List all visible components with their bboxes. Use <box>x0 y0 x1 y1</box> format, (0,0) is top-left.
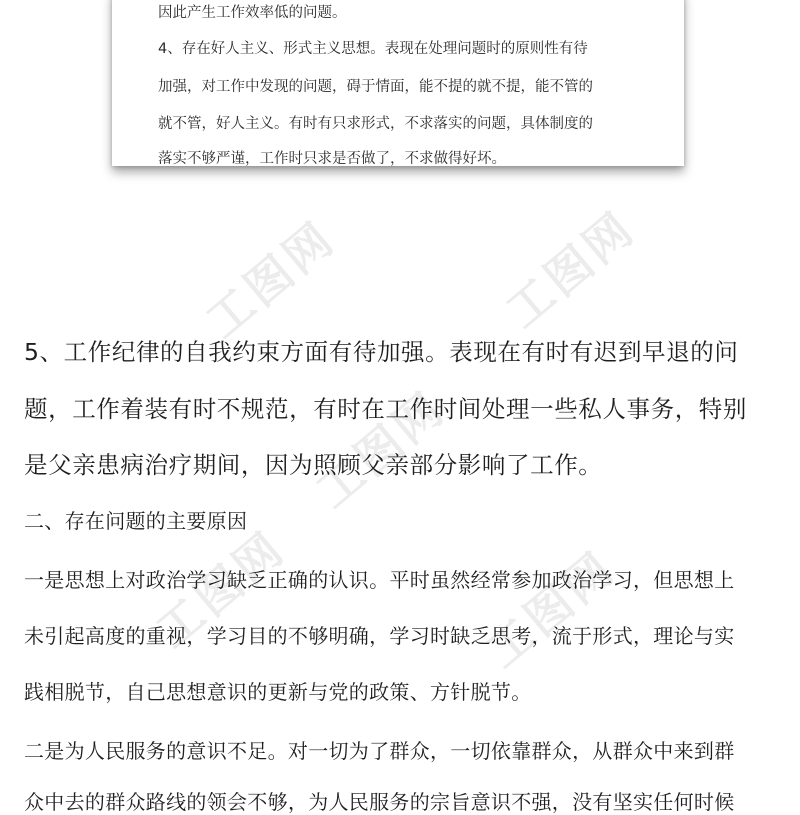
watermark-text: 工图网 <box>305 380 456 519</box>
body-text-line: 题，工作着装有时不规范，有时在工作时间处理一些私人事务，特别 <box>24 395 747 423</box>
body-text-line: 5、工作纪律的自我约束方面有待加强。表现在有时有迟到早退的问 <box>24 338 739 366</box>
body-text-line: 未引起高度的重视，学习目的不够明确，学习时缺乏思考，流于形式，理论与实 <box>24 624 735 648</box>
body-text-line: 二是为人民服务的意识不足。对一切为了群众，一切依靠群众，从群众中来到群 <box>24 739 735 763</box>
card-text-line: 就不管，好人主义。有时有只求形式，不求落实的问题，具体制度的 <box>158 116 593 132</box>
watermark-text: 工图网 <box>475 540 626 679</box>
body-text-line: 一是思想上对政治学习缺乏正确的认识。平时虽然经常参加政治学习，但思想上 <box>24 568 735 592</box>
card-text-line: 加强，对工作中发现的问题，碍于情面，能不提的就不提，能不管的 <box>158 79 593 95</box>
body-text-line: 践相脱节，自己思想意识的更新与党的政策、方针脱节。 <box>24 680 532 704</box>
watermark-text: 工图网 <box>495 200 646 339</box>
card-text-line: 因此产生工作效率低的问题。 <box>158 5 347 21</box>
watermark-text: 工图网 <box>145 520 296 659</box>
body-text-line: 是父亲患病治疗期间，因为照顾父亲部分影响了工作。 <box>24 451 603 479</box>
card-text-line: 落实不够严谨，工作时只求是否做了，不求做得好坏。 <box>158 151 506 167</box>
watermark-text: 工图网 <box>195 210 346 349</box>
body-text-line: 众中去的群众路线的领会不够，为人民服务的宗旨意识不强，没有坚实任何时候 <box>24 790 735 814</box>
section-heading: 二、存在问题的主要原因 <box>24 509 248 533</box>
card-text-line: 4、存在好人主义、形式主义思想。表现在处理问题时的原则性有待 <box>158 41 588 57</box>
